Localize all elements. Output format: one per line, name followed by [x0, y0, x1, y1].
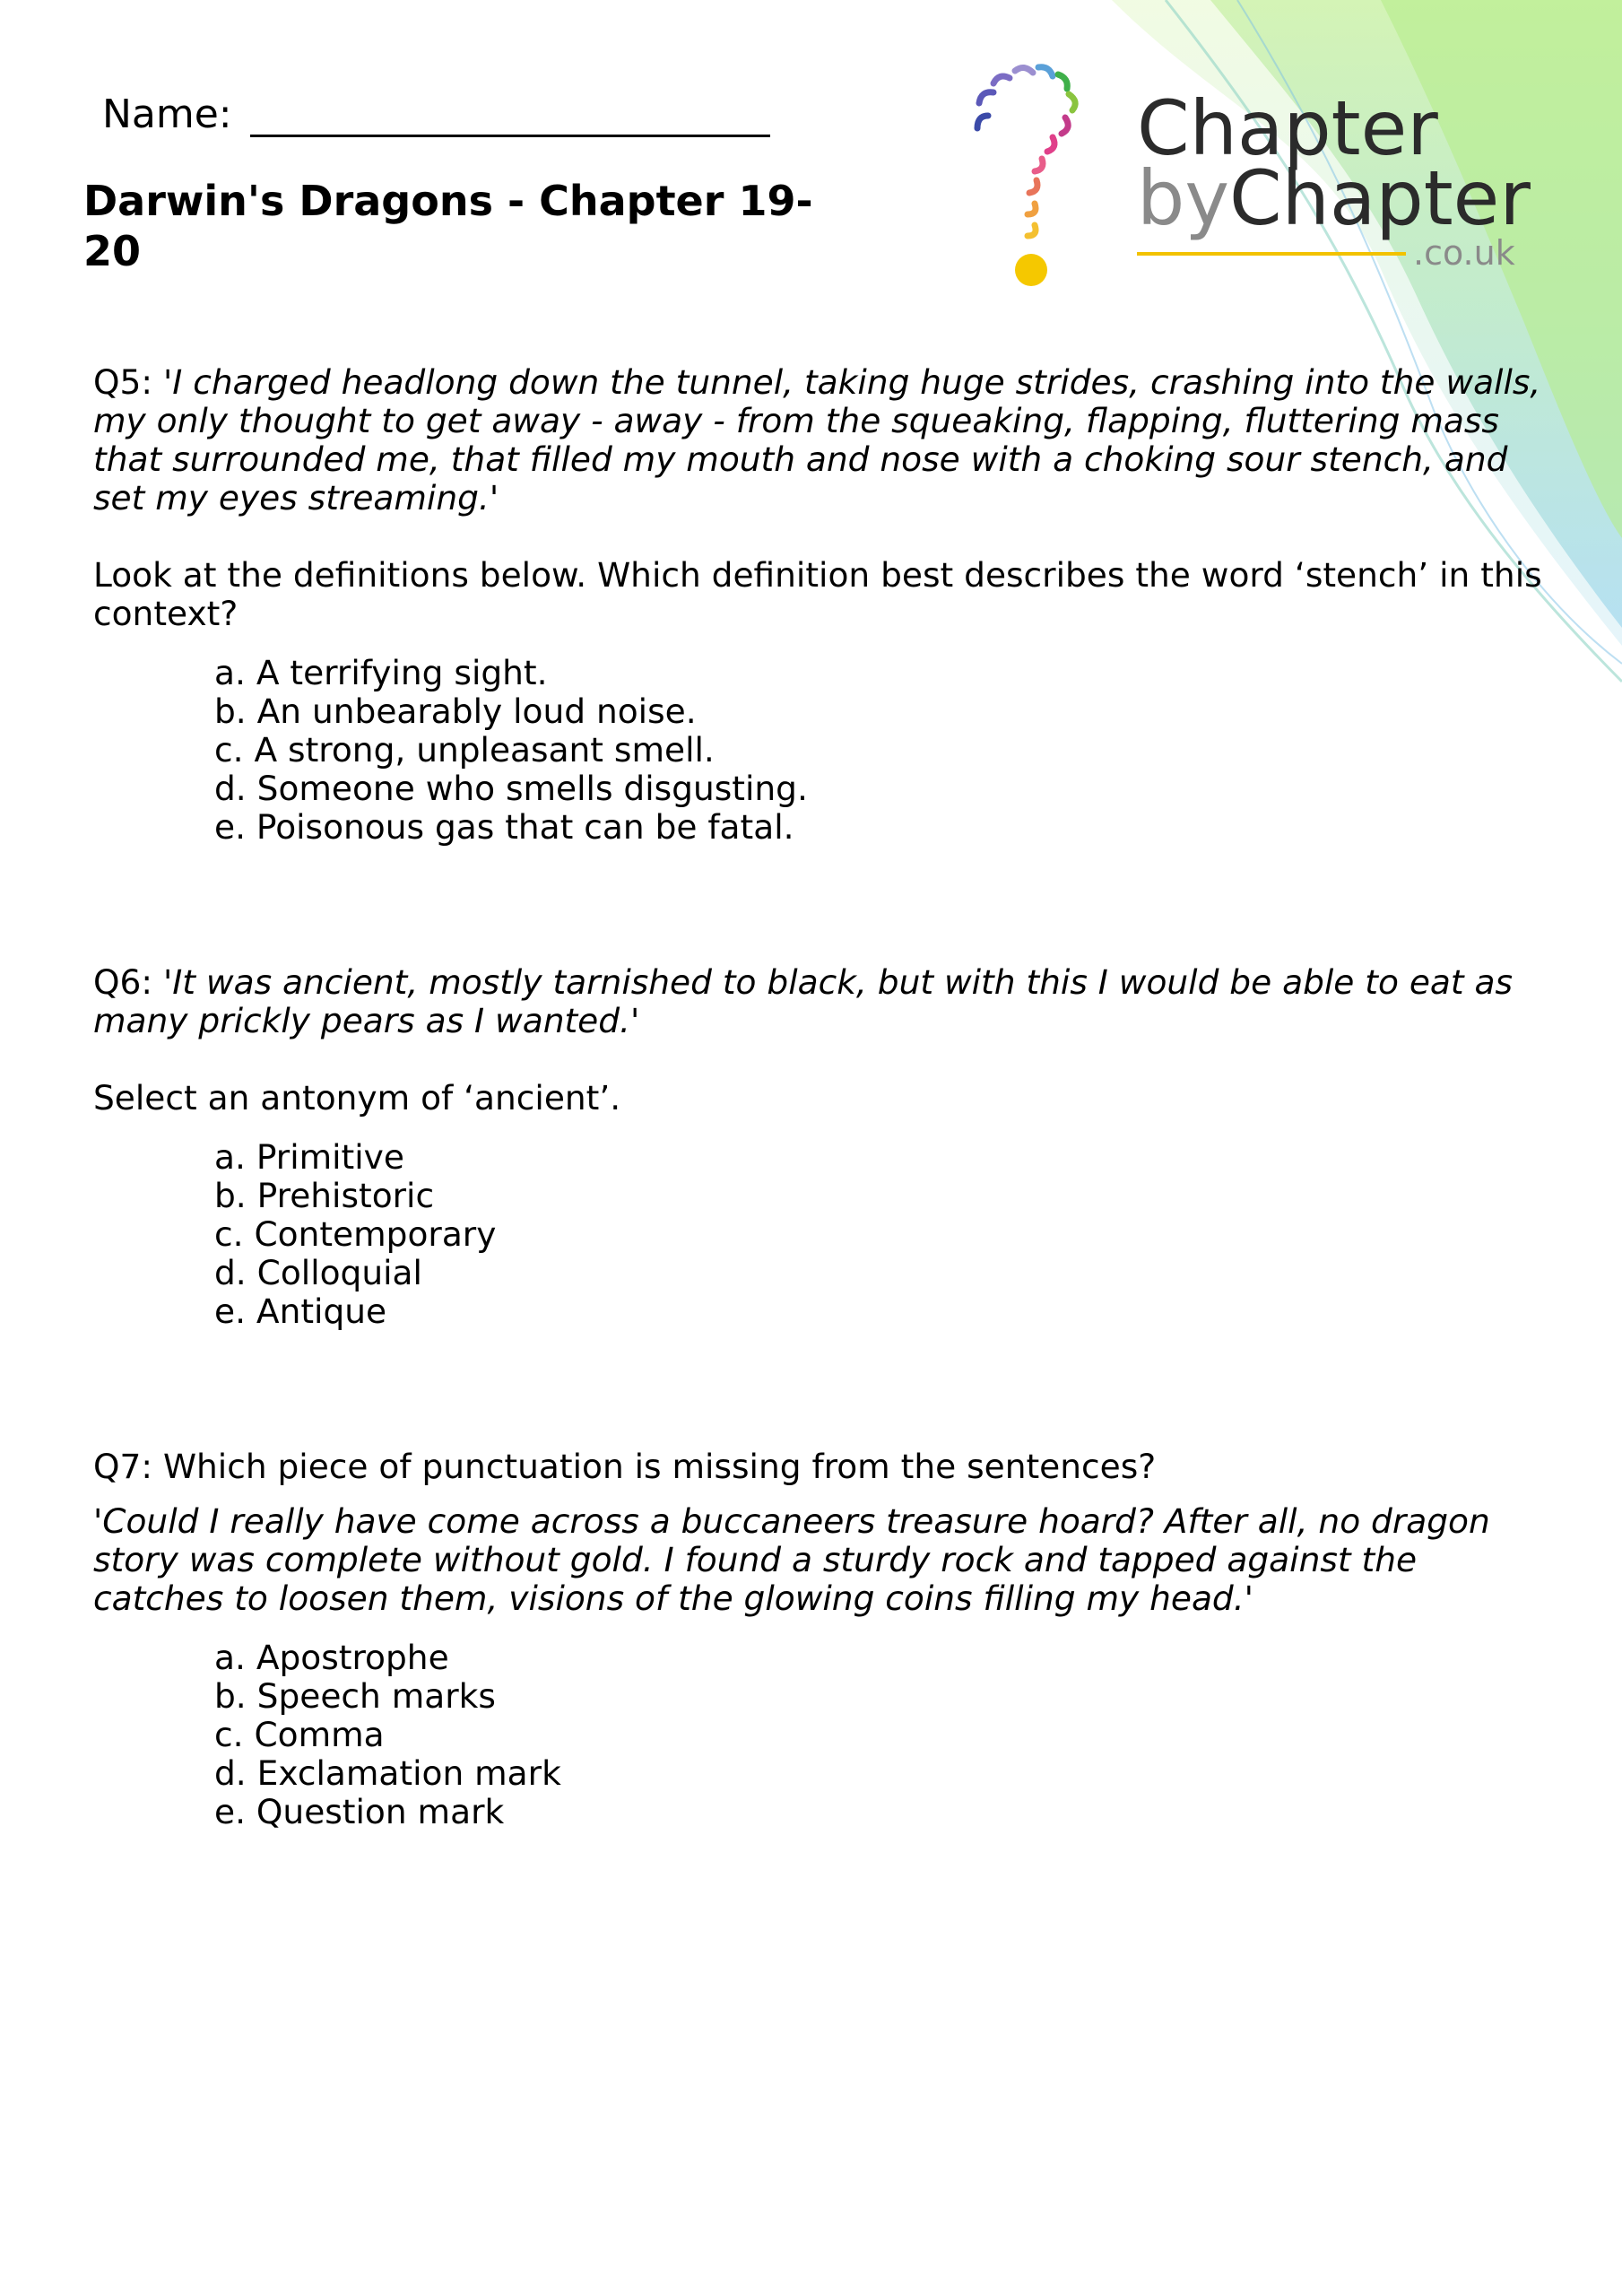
question-6 — [93, 963, 1546, 1331]
answer-option[interactable]: d. Colloquial — [214, 1253, 422, 1292]
chapter-by-chapter-logo — [959, 49, 1551, 318]
question-6-prompt: Select an antonym of ‘ancient’. — [93, 1078, 621, 1118]
spacer — [93, 1331, 1546, 1448]
answer-option[interactable]: e. Poisonous gas that can be fatal. — [214, 807, 794, 847]
answer-option[interactable]: a. A terrifying sight. — [214, 653, 548, 692]
answer-option[interactable]: b. Prehistoric — [214, 1176, 435, 1215]
logo-domain-suffix: .co.uk — [1413, 233, 1515, 273]
question-mark-books-icon — [959, 49, 1130, 318]
logo-word-bychapter — [1137, 155, 1531, 241]
name-field-row — [102, 91, 770, 137]
question-7-quote: 'Could I really have come across a buccaneers treasure hoard? After all, no dragon story was complete without gold. I found a sturdy rock and tapped against the catches to loosen them, visions of the glowing coins filling my head.' — [93, 1501, 1490, 1618]
question-6-options — [93, 1138, 1546, 1331]
logo-underline — [1137, 252, 1406, 256]
question-7-options — [93, 1639, 1546, 1831]
question-5-label: Q5: — [93, 362, 153, 402]
questions-section — [93, 363, 1546, 1831]
question-7-prompt: Which piece of punctuation is missing from the sentences? — [162, 1447, 1157, 1486]
answer-option[interactable]: d. Exclamation mark — [214, 1753, 561, 1793]
question-5 — [93, 363, 1546, 847]
answer-option[interactable]: c. A strong, unpleasant smell. — [214, 730, 715, 770]
spacer — [93, 847, 1546, 963]
answer-option[interactable]: a. Apostrophe — [214, 1638, 449, 1677]
answer-option[interactable]: d. Someone who smells disgusting. — [214, 769, 808, 808]
logo-word-by: by — [1137, 154, 1230, 242]
question-5-prompt: Look at the definitions below. Which definition best describes the word ‘stench’ in this context? — [93, 555, 1542, 633]
answer-option[interactable]: e. Antique — [214, 1292, 387, 1331]
question-6-quote-line — [93, 963, 1546, 1040]
worksheet-title: Darwin's Dragons - Chapter 19-20 — [83, 177, 813, 275]
answer-option[interactable]: c. Comma — [214, 1715, 385, 1754]
question-7-label: Q7: — [93, 1447, 153, 1486]
question-7-prompt-line — [93, 1448, 1546, 1486]
spacer — [93, 1486, 1546, 1502]
spacer — [93, 1040, 1546, 1079]
name-blank-line[interactable] — [250, 95, 770, 137]
question-6-quote: 'It was ancient, mostly tarnished to black, but with this I would be able to eat as many prickly pears as I wanted.' — [93, 962, 1514, 1040]
logo-word-chapter: Chapter — [1137, 84, 1438, 172]
answer-option[interactable]: e. Question mark — [214, 1792, 505, 1831]
answer-option[interactable]: c. Contemporary — [214, 1214, 497, 1254]
question-5-options — [93, 654, 1546, 847]
question-7 — [93, 1448, 1546, 1831]
question-6-label: Q6: — [93, 962, 153, 1002]
answer-option[interactable]: b. Speech marks — [214, 1676, 496, 1716]
logo-word-chapter-2: Chapter — [1229, 154, 1531, 242]
name-label: Name: — [102, 91, 232, 137]
answer-option[interactable]: a. Primitive — [214, 1137, 404, 1177]
question-5-quote: 'I charged headlong down the tunnel, taking huge strides, crashing into the walls, my only thought to get away - away - from the squeaking, flapping, fluttering mass that surrounded me, that filled my mouth and nose with a choking sour stench, and set my eyes streaming.' — [93, 362, 1541, 517]
question-5-quote-line — [93, 363, 1546, 517]
spacer — [93, 517, 1546, 556]
question-mark-dot — [1015, 254, 1047, 286]
answer-option[interactable]: b. An unbearably loud noise. — [214, 691, 697, 731]
